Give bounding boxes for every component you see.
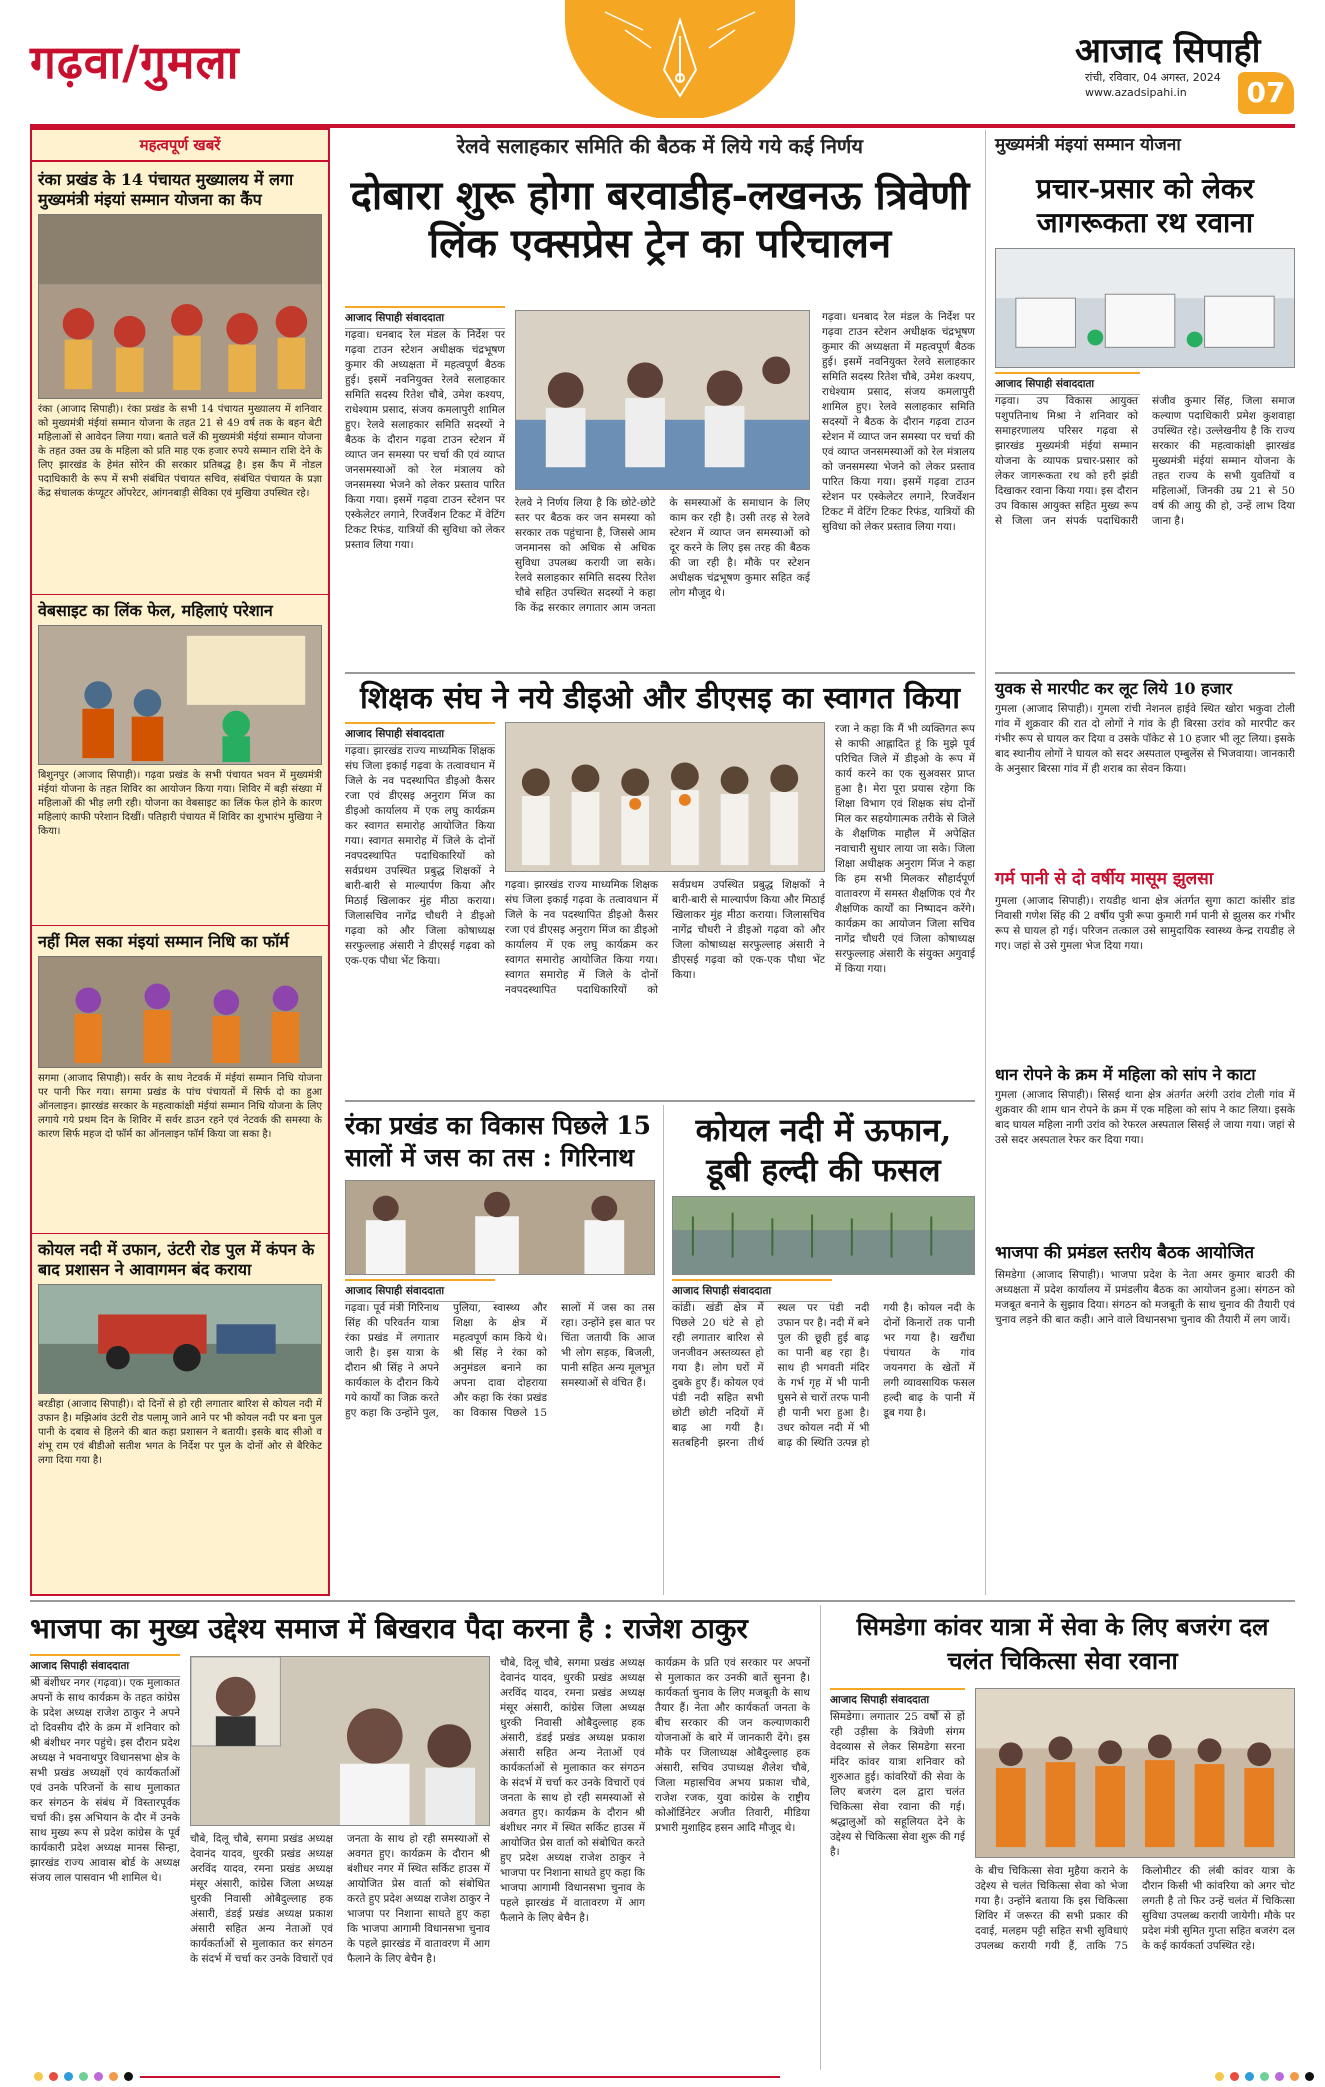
decorative-dot [34,2072,43,2081]
koyal-photo [672,1196,975,1275]
section-rule [345,672,975,674]
story-headline: वेबसाइट का लिंक फेल, महिलाएं परेशान [32,594,328,625]
koyal-byline: आजाद सिपाही संवाददाता [672,1279,832,1302]
decorative-dot [94,2072,103,2081]
bjp-headline: भाजपा का मुख्य उद्देश्य समाज में बिखराव पैदा करना है : राजेश ठाकुर [30,1612,748,1645]
bjp-meeting-headline: भाजपा की प्रमंडल स्तरीय बैठक आयोजित [995,1243,1255,1263]
pen-nib-emblem-icon [565,0,795,118]
burn-headline: गर्म पानी से दो वर्षीय मासूम झुलसा [995,869,1214,889]
story-headline: रंका प्रखंड के 14 पंचायत मुख्यालय में लगा मुख्यमंत्री मंइयां सम्मान योजना का कैंप [38,170,294,209]
story-body: बरडीहा (आजाद सिपाही)। दो दिनों से हो रही लगातार बारिश से कोयल नदी में उफान है। मझिआंव उंटरी रोड पलामू जाने आने पर भी कोयल नदी पर बना पुल पानी के दबाव से हिलने की बात कहा प्रशासन ने बतायी। इसके बाद सीओ व शंभू राम एवं बीडीओ सतीश भगत के निर्देश पर पुल के दोनों ओर से बैरिकेट लगा दिया गया है। [38,1399,322,1466]
decorative-dot [1290,2072,1299,2081]
bjp-body-d: कार्यक्रम के प्रति एवं सरकार पर अपनों से मुलाकात कर उनकी बातें सुनना है। कार्यकर्ता चुनाव के लिए मजबूती के साथ तैयार हैं। नेता और कार्यकर्ता जनता के बीच सरकार की जन कल्याणकारी योजनाओं के बारे में जानकारी देंगे। इस मौके पर जिलाध्यक्ष ओबैदुल्लाह हक अंसारी, सचिव उपाध्यक्ष शैलेश चौबे, जिला महासचिव अभय प्रकाश चौबे, राजेश रजक, युवा कांग्रेस के राष्ट्रीय कोऑर्डिनेटर अजीत तिवारी, मीडिया प्रभारी मुशाहिद हसन आदि मौजूद थे। [655,1657,810,1834]
footer-rule [140,2076,780,2078]
lead-kicker: रेलवे सलाहकार समिति की बैठक में लिये गये कई निर्णय [457,134,863,158]
decorative-dot [1230,2072,1239,2081]
right-byline: आजाद सिपाही संवाददाता [995,372,1140,395]
right-headline: प्रचार-प्रसार को लेकर जागरूकता रथ रवाना [1036,172,1254,239]
column-title: महत्वपूर्ण खबरें [32,130,328,162]
simdega-body-a: सिमडेगा। लगातार 25 वर्षों से हो रही उड़ीसा के त्रिवेणी संगम वेदव्यास से लेकर सिमडेगा सरना मंदिर कांवर यात्रा शनिवार को शुरुआत हुई। कांवरियों की सेवा के लिए बजरंग दल द्वारा चलंत चिकित्सा सेवा रवाना की गई। श्रद्धालुओं को सहूलियत देने के उद्देश्य से चिकित्सा सेवा शुरू की गई है। [830,1711,965,1858]
shikshak-headline: शिक्षक संघ ने नये डीइओ और डीएसइ का स्वागत किया [360,681,960,716]
crime-body: गुमला (आजाद सिपाही)। गुमला रांची नेशनल हाईवे स्थित खोरा भकुवा टोली गांव में शुक्रवार की रात दो लोगों ने गांव के ही बिरसा उरांव को मारपीट कर गंभीर रूप से घायल कर दिया व उसके पॉकेट से 10 हजार भी लूट लिया। इसके बाद स्थानीय लोगों ने घायल को सदर अस्पताल एम्बुलेंस से भिजवाया। जानकारी के अनुसार बिरसा गांव में ही शराब का सेवन किया। [995,703,1295,775]
shikshak-byline: आजाद सिपाही संवाददाता [345,722,495,745]
lead-photo [515,310,810,490]
decorative-dot [124,2072,133,2081]
right-kicker: मुख्यमंत्री मंइयां सम्मान योजना [995,135,1181,155]
koyal-headline: कोयल नदी में ऊफान, डूबी हल्दी की फसल [695,1111,952,1189]
decorative-dot [79,2072,88,2081]
footer-dots-right [1215,2072,1314,2081]
snakebite-body: गुमला (आजाद सिपाही)। सिसई थाना क्षेत्र अंतर्गत अरंगी उरांव टोली गांव में शुक्रवार की शाम धान रोपने के क्रम में एक महिला को सांप ने काट लिया। इसके बाद घायल महिला नागी उरांव को रेफरल अस्पताल सिसई ले जाया गया। जहां से उसे सदर अस्पताल रेफर कर दिया गया। [995,1089,1295,1146]
decorative-dot [1245,2072,1254,2081]
lead-headline: दोबारा शुरू होगा बरवाडीह-लखनऊ त्रिवेणी लिंक एक्सप्रेस ट्रेन का परिचालन [350,172,970,267]
lead-body-c: गढ़वा। धनबाद रेल मंडल के निर्देश पर गढ़वा टाउन स्टेशन अधीक्षक चंद्रभूषण कुमार की अध्यक्षता में महत्वपूर्ण बैठक हुई। इसमें नवनियुक्त रेलवे सलाहकार समिति सदस्य रितेश चौबे, उमेश कश्यप, राधेश्याम प्रसाद, संजय कमलापुरी शामिल हुए। रेलवे सलाहकार समिति सदस्यों ने बैठक के दौरान गढ़वा टाउन स्टेशन में व्याप्त जन समस्या पर चर्चा की एवं व्याप्त जनसमस्याओं को रेल मंत्रालय को जनसमस्या भेजने को लेकर प्रस्ताव पारित किया गया। इसमें गढ़वा टाउन स्टेशन पर एस्केलेटर लगाने, रिजर्वेशन टिकट में वेटिंग टिकट रिफंड, यात्रियों की सुविधा को लेकर प्रस्ताव लिया गया। [822,311,975,533]
shikshak-body-c: रजा ने कहा कि मैं भी व्यक्तिगत रूप से काफी आह्लादित हूं कि मुझे पूर्व परिचित जिले में डीइओ के रूप में कार्य करने का एक सुअवसर प्राप्त हुआ है। मेरा पूरा प्रयास रहेगा कि शिक्षा विभाग एवं शिक्षक संघ दोनों मिल कर सहयोगात्मक तरीके से जिले के शैक्षणिक माहौल में अपेक्षित नवाचारी सुधार लाया जा सके। जिला शिक्षा अधीक्षक अनुराग मिंज ने कहा कि हम सभी मिलकर सौहार्दपूर्ण वातावरण में समस्त शैक्षणिक एवं गैर शैक्षणिक कार्यों का निष्पादन करेंगे। कार्यक्रम का आयोजन जिला सचिव नागेंद्र चौधरी एवं जिला कोषाध्यक्ष सरफुल्लाह अंसारी के संयुक्त अगुवाई में किया गया। [835,723,975,975]
simdega-body-b: के बीच चिकित्सा सेवा मुहैया कराने के उद्देश्य से चलंत चिकित्सा सेवा को भेजा गया है। उन्होंने बताया कि इस चिकित्सा शिविर में जरूरत की सभी प्रकार की दवाई, मलहम पट्टी सहित सभी सुविधाएं उपलब्ध करायी गयी हैं, ताकि 75 किलोमीटर की लंबी कांवर यात्रा के दौरान किसी भी कांवरिया को अगर चोट लगती है तो फिर उन्हें चलंत में चिकित्सा सुविधा उपलब्ध करायी जायेगी। मौके पर प्रदेश मंत्री सुमित गुप्ता सहित बजरंग दल के कई कार्यकर्ता उपस्थित रहे। [975,1865,1295,1952]
story-headline: कोयल नदी में उफान, उंटरी रोड पुल में कंपन के बाद प्रशासन ने आवागमन बंद कराया [32,1233,328,1284]
decorative-dot [64,2072,73,2081]
decorative-dot [1305,2072,1314,2081]
decorative-dot [1275,2072,1284,2081]
section-rule [995,672,1295,674]
footer-dots-left [34,2072,133,2081]
decorative-dot [49,2072,58,2081]
newspaper-name: आजाद सिपाही [1075,31,1261,71]
burn-body: गुमला (आजाद सिपाही)। रायडीह थाना क्षेत्र अंतर्गत सुगा काटा कांसीर डांड निवासी गणेश सिंह की 2 वर्षीय पुत्री रूपा कुमारी गर्म पानी से झुलस कर गंभीर रूप से घायल हो गई। परिजन तत्काल उसे सामुदायिक स्वास्थ्य केन्द्र रायडीह ले गए। जहां से उसे गुमला भेज दिया गया। [995,895,1295,952]
important-news-column [30,128,330,1596]
story-headline: नहीं मिल सका मंइयां सम्मान निधि का फॉर्म [32,925,328,956]
bjp-byline: आजाद सिपाही संवाददाता [30,1654,180,1677]
story-photo [38,625,322,765]
koyal-body: कांडी। खंडी क्षेत्र में पिछले 20 घंटे से हो रही लगातार बारिश से जनजीवन अस्तव्यस्त हो गया है। लोग घरों में दुबके हुए हैं। कोयल एवं पंडी नदी सहित सभी छोटी छोटी नदियों में बाढ़ आ गयी है। सतबहिनी झरना तीर्थ स्थल पर पंडी नदी उफान पर है। नदी में बने पुल की छूही हुई बाढ़ का पानी बह रहा है। साथ ही भगवती मंदिर के गर्भ गृह में भी पानी घुसने से चारों तरफ पानी ही पानी भरा हुआ है। उधर कोयल नदी में भी बाढ़ की स्थिति उत्पन्न हो गयी है। कोयल नदी के दोनों किनारों तक पानी भर गया है। खरौंधा पंचायत के गांव जयनगरा के खेतों में लगी व्यावसायिक फसल हल्दी बाढ़ के पानी में डूब गया है। [672,1302,975,1449]
column-divider [663,1105,664,1595]
ranka-headline: रंका प्रखंड का विकास पिछले 15 सालों में जस का तस : गिरिनाथ [345,1111,652,1172]
crime-headline: युवक से मारपीट कर लूट लिये 10 हजार [995,679,1233,698]
simdega-headline: सिमडेगा कांवर यात्रा में सेवा के लिए बजरंग दल चलंत चिकित्सा सेवा रवाना [856,1612,1269,1675]
simdega-photo [975,1688,1295,1858]
ranka-photo [345,1180,655,1275]
story-photo [38,214,322,399]
bjp-body-c: चौबे, दिलू चौबे, सगमा प्रखंड अध्यक्ष देवानंद यादव, धुरकी प्रखंड अध्यक्ष अरविंद यादव, रमना प्रखंड अध्यक्ष मंसूर अंसारी, कांग्रेस जिला अध्यक्ष धुरकी निवासी ओबैदुल्लाह हक अंसारी, डंडई प्रखंड अध्यक्ष प्रकाश अंसारी सहित अन्य नेताओं एवं कार्यकर्ताओं से मुलाकात कर संगठन के संदर्भ में चर्चा कर उनके विचारों एवं जनता के साथ हो रही समस्याओं से अवगत हुए। कार्यक्रम के दौरान श्री बंशीधर नगर में स्थित सर्किट हाउस में आयोजित प्रेस वार्ता को संबोधित करते हुए प्रदेश अध्यक्ष राजेश ठाकुर ने भाजपा पर निशाना साधते हुए कहा कि भाजपा आगामी विधानसभा चुनाव के पहले झारखंड में वातावरण में आग फैलाने के लिए बेचैन है। [500,1657,645,1924]
section-rule [345,1100,975,1102]
simdega-byline: आजाद सिपाही संवाददाता [830,1688,965,1711]
column-divider [820,1605,821,2070]
lead-body-a: गढ़वा। धनबाद रेल मंडल के निर्देश पर गढ़वा टाउन स्टेशन अधीक्षक चंद्रभूषण कुमार की अध्यक्षता में महत्वपूर्ण बैठक हुई। इसमें नवनियुक्त रेलवे सलाहकार समिति सदस्य रितेश चौबे, उमेश कश्यप, राधेश्याम प्रसाद, संजय कमलापुरी शामिल हुए। रेलवे सलाहकार समिति सदस्यों ने बैठक के दौरान गढ़वा टाउन स्टेशन में व्याप्त जन समस्या पर चर्चा की एवं व्याप्त जनसमस्याओं को रेल मंत्रालय को जनसमस्या भेजने को लेकर प्रस्ताव पारित किया गया। इसमें गढ़वा टाउन स्टेशन पर एस्केलेटर लगाने, रिजर्वेशन टिकट में वेटिंग टिकट रिफंड, यात्रियों की सुविधा को लेकर प्रस्ताव लिया गया। [345,329,505,551]
bjp-meeting-body: सिमडेगा (आजाद सिपाही)। भाजपा प्रदेश के नेता अमर कुमार बाउरी की अध्यक्षता में प्रदेश कार्यालय में प्रमंडलीय बैठक का आयोजन हुआ। संगठन को मजबूत बनाने के सुझाव दिया। संगठन को मजबूती के साथ चुनाव की तैयारी एवं चुनाव लड़ने की बात कही। आने वाले विधानसभा चुनाव की तैयारी में लग जायें। [995,1269,1295,1326]
ranka-byline: आजाद सिपाही संवाददाता [345,1279,495,1302]
website-link[interactable]: www.azadsipahi.in [1085,86,1187,99]
page-number: 07 [1238,72,1294,114]
lead-byline: आजाद सिपाही संवाददाता [345,306,505,329]
decorative-dot [1215,2072,1224,2081]
shikshak-photo [505,722,825,872]
rajesh-thakur-photo [190,1656,490,1826]
section-title: गढ़वा/गुमला [30,35,240,89]
decorative-dot [109,2072,118,2081]
story-photo [38,1284,322,1394]
shikshak-body-a: गढ़वा। झारखंड राज्य माध्यमिक शिक्षक संघ जिला इकाई गढ़वा के तत्वावधान में जिले के नव पदस्थापित डीइओ कैसर रजा एवं डीएसइ अनुराग मिंज का डीइओ कार्यालय में एक लघु कार्यक्रम कर स्वागत समारोह आयोजित किया गया। स्वागत समारोह में जिले के दोनों नवपदस्थापित पदाधिकारियों को सर्वप्रथम उपस्थित प्रबुद्ध शिक्षकों ने बारी-बारी से माल्यार्पण किया और मिठाई खिलाकर मुंह मीठा कराया। जिलासचिव नागेंद्र चौधरी ने डीइओ गढ़वा को और जिला कोषाध्यक्ष सरफुल्लाह अंसारी ने डीएसई गढ़वा को एक-एक पौधा भेंट किया। [345,745,495,967]
story-body: बिशुनपुर (आजाद सिपाही)। गढ़वा प्रखंड के सभी पंचायत भवन में मुख्यमंत्री मंईयां योजना के तहत शिविर का आयोजन किया गया। शिविर में बड़ी संख्या में महिलाओं की भीड़ लगी रही। योजना का वेबसाइट का लिंक फेल होने के कारण महिलाएं काफी परेशान दिखीं। पतिहारी पंचायत में शिविर का शुभारंभ मुखिया ने किया। [38,770,322,837]
snakebite-headline: धान रोपने के क्रम में महिला को सांप ने काटा [995,1065,1256,1084]
right-photo [995,248,1295,368]
ranka-body: गढ़वा। पूर्व मंत्री गिरिनाथ सिंह की परिवर्तन यात्रा रंका प्रखंड में लगातार जारी है। इस यात्रा के दौरान श्री सिंह ने अपने कार्यकाल के दौरान किये गये कार्यों का जिक्र करते हुए कहा कि उन्होंने पुल, पुलिया, स्वास्थ्य और शिक्षा के क्षेत्र में महत्वपूर्ण काम किये थे। श्री सिंह ने रंका को अनुमंडल बनाने का अपना दावा दोहराया और कहा कि रंका प्रखंड का विकास पिछले 15 सालों में जस का तस रहा। उन्होंने इस बात पर चिंता जतायी कि आज भी लोग सड़क, बिजली, पानी सहित अन्य मूलभूत समस्याओं से वंचित हैं। [345,1302,655,1419]
shikshak-body-b: गढ़वा। झारखंड राज्य माध्यमिक शिक्षक संघ जिला इकाई गढ़वा के तत्वावधान में जिले के नव पदस्थापित डीइओ कैसर रजा एवं डीएसइ अनुराग मिंज का डीइओ कार्यालय में एक लघु कार्यक्रम कर स्वागत समारोह आयोजित किया गया। स्वागत समारोह में जिले के दोनों नवपदस्थापित पदाधिकारियों को सर्वप्रथम उपस्थित प्रबुद्ध शिक्षकों ने बारी-बारी से माल्यार्पण किया और मिठाई खिलाकर मुंह मीठा कराया। जिलासचिव नागेंद्र चौधरी ने डीइओ गढ़वा को और जिला कोषाध्यक्ष सरफुल्लाह अंसारी ने डीएसई गढ़वा को एक-एक पौधा भेंट किया। [505,879,825,996]
bjp-body-a: श्री बंशीधर नगर (गढ़वा)। एक मुलाकात अपनों के साथ कार्यक्रम के तहत कांग्रेस के प्रदेश अध्यक्ष राजेश ठाकुर ने अपने दो दिवसीय दौरे के क्रम में शनिवार को श्री बंशीधर नगर पहुंचे। इस दौरान प्रदेश अध्यक्ष ने भवनाथपुर विधानसभा क्षेत्र के सभी प्रखंड अध्यक्षों एवं कार्यकर्ताओं एवं उनके परिजनों के साथ मुलाकात कर संगठन के संबंध में विस्तारपूर्वक चर्चा की। इस अभियान के दौर में उनके साथ मुख्य रूप से प्रदेश कांग्रेस के पूर्व कार्यकारी प्रदेश अध्यक्ष मानस सिन्हा, झारखंड राज्य आवास बोर्ड के अध्यक्ष संजय लाल पासवान भी शामिल थे। [30,1677,180,1884]
bjp-body-b: चौबे, दिलू चौबे, सगमा प्रखंड अध्यक्ष देवानंद यादव, धुरकी प्रखंड अध्यक्ष अरविंद यादव, रमना प्रखंड अध्यक्ष मंसूर अंसारी, कांग्रेस जिला अध्यक्ष धुरकी निवासी ओबैदुल्लाह हक अंसारी, डंडई प्रखंड अध्यक्ष प्रकाश अंसारी सहित अन्य नेताओं एवं कार्यकर्ताओं से मुलाकात कर संगठन के संदर्भ में चर्चा कर उनके विचारों एवं जनता के साथ हो रही समस्याओं से अवगत हुए। कार्यक्रम के दौरान श्री बंशीधर नगर में स्थित सर्किट हाउस में आयोजित प्रेस वार्ता को संबोधित करते हुए प्रदेश अध्यक्ष राजेश ठाकुर ने भाजपा पर निशाना साधते हुए कहा कि भाजपा आगामी विधानसभा चुनाव के पहले झारखंड में वातावरण में आग फैलाने के लिए बेचैन है। [190,1833,490,1965]
story-body: सगमा (आजाद सिपाही)। सर्वर के साथ नेटवर्क में मंईयां सम्मान निधि योजना पर पानी फिर गया। सगमा प्रखंड के पांच पंचायतों में सिर्फ दो का हुआ ऑनलाइन। झारखंड सरकार के महत्वाकांक्षी मंईयां सम्मान निधि योजना के लिए लगाये गये प्रथम दिन के शिविर में सर्वर डाउन रहने एवं नेटवर्क की समस्या के कारण सिर्फ महज दो फॉर्म का ऑनलाइन फॉर्म किया जा सका है। [38,1073,322,1140]
right-body: गढ़वा। उप विकास आयुक्त पशुपतिनाथ मिश्रा ने शनिवार को समाहरणालय परिसर गढ़वा से झारखंड मुख्यमंत्री मंईयां सम्मान योजना के व्यापक प्रचार-प्रसार को लेकर जागरूकता रथ को हरी झंडी दिखाकर रवाना किया गया। इस दौरान उप विकास आयुक्त सहित मुख्य रूप से जिला जन संपर्क पदाधिकारी संजीव कुमार सिंह, जिला समाज कल्याण पदाधिकारी प्रमेश कुशवाहा उपस्थित रहे। उल्लेखनीय है कि राज्य सरकार की महत्वाकांक्षी झारखंड मुख्यमंत्री मंईयां सम्मान योजना के तहत राज्य के सभी युवतियों व महिलाओं, जिनकी उम्र 21 से 50 वर्ष की आयु की हो, उन्हें लाभ दिया जाना है। [995,395,1295,527]
story-photo [38,956,322,1068]
story-body: रंका (आजाद सिपाही)। रंका प्रखंड के सभी 14 पंचायत मुख्यालय में शनिवार को मुख्यमंत्री मंईयां सम्मान योजना के तहत 21 से 49 वर्ष तक के बहन बेटी महिलाओं से आवेदन लिया गया। बताते चलें की मुख्यमंत्री मंईयां सम्मान योजना के तहत उक्त उम्र के महिला को प्रति माह एक हजार रुपये सम्मान राशि देने के लिए झारखंड के हेमंत सोरेन की सरकार प्रतिबद्ध है। इस कैंप में नोडल पदाधिकारी के रूप में सभी संबंधित पंचायत सचिव, संबंधित पंचायत के प्रज्ञा केंद्र संचालक कंप्यूटर ऑपरेटर, आंगनबाड़ी सेविका एवं मुखिया उपस्थित रहे। [38,404,322,499]
column-divider [985,130,986,1595]
decorative-dot [1260,2072,1269,2081]
lead-body-b: रेलवे ने निर्णय लिया है कि छोटे-छोटे स्तर पर बैठक कर जन समस्या को सरकार तक पहुंचाना है, जिससे आम जनमानस को अधिक से अधिक सुविधा उपलब्ध करायी जा सके। रेलवे सलाहकार समिति सदस्य रितेश चौबे सहित उपस्थित सदस्यों ने कहा कि केंद्र सरकार लगातार आम जनता के समस्याओं के समाधान के लिए काम कर रही है। उसी तरह से रेलवे स्टेशन में व्याप्त जन समस्याओं को दूर करने के लिए इस तरह की बैठक की जा रही है। मौके पर स्टेशन अधीक्षक चंद्रभूषण कुमार सहित कई लोग मौजूद थे। [515,497,810,614]
section-rule [30,1600,1295,1602]
issue-date: रांची, रविवार, 04 अगस्त, 2024 [1085,71,1221,84]
